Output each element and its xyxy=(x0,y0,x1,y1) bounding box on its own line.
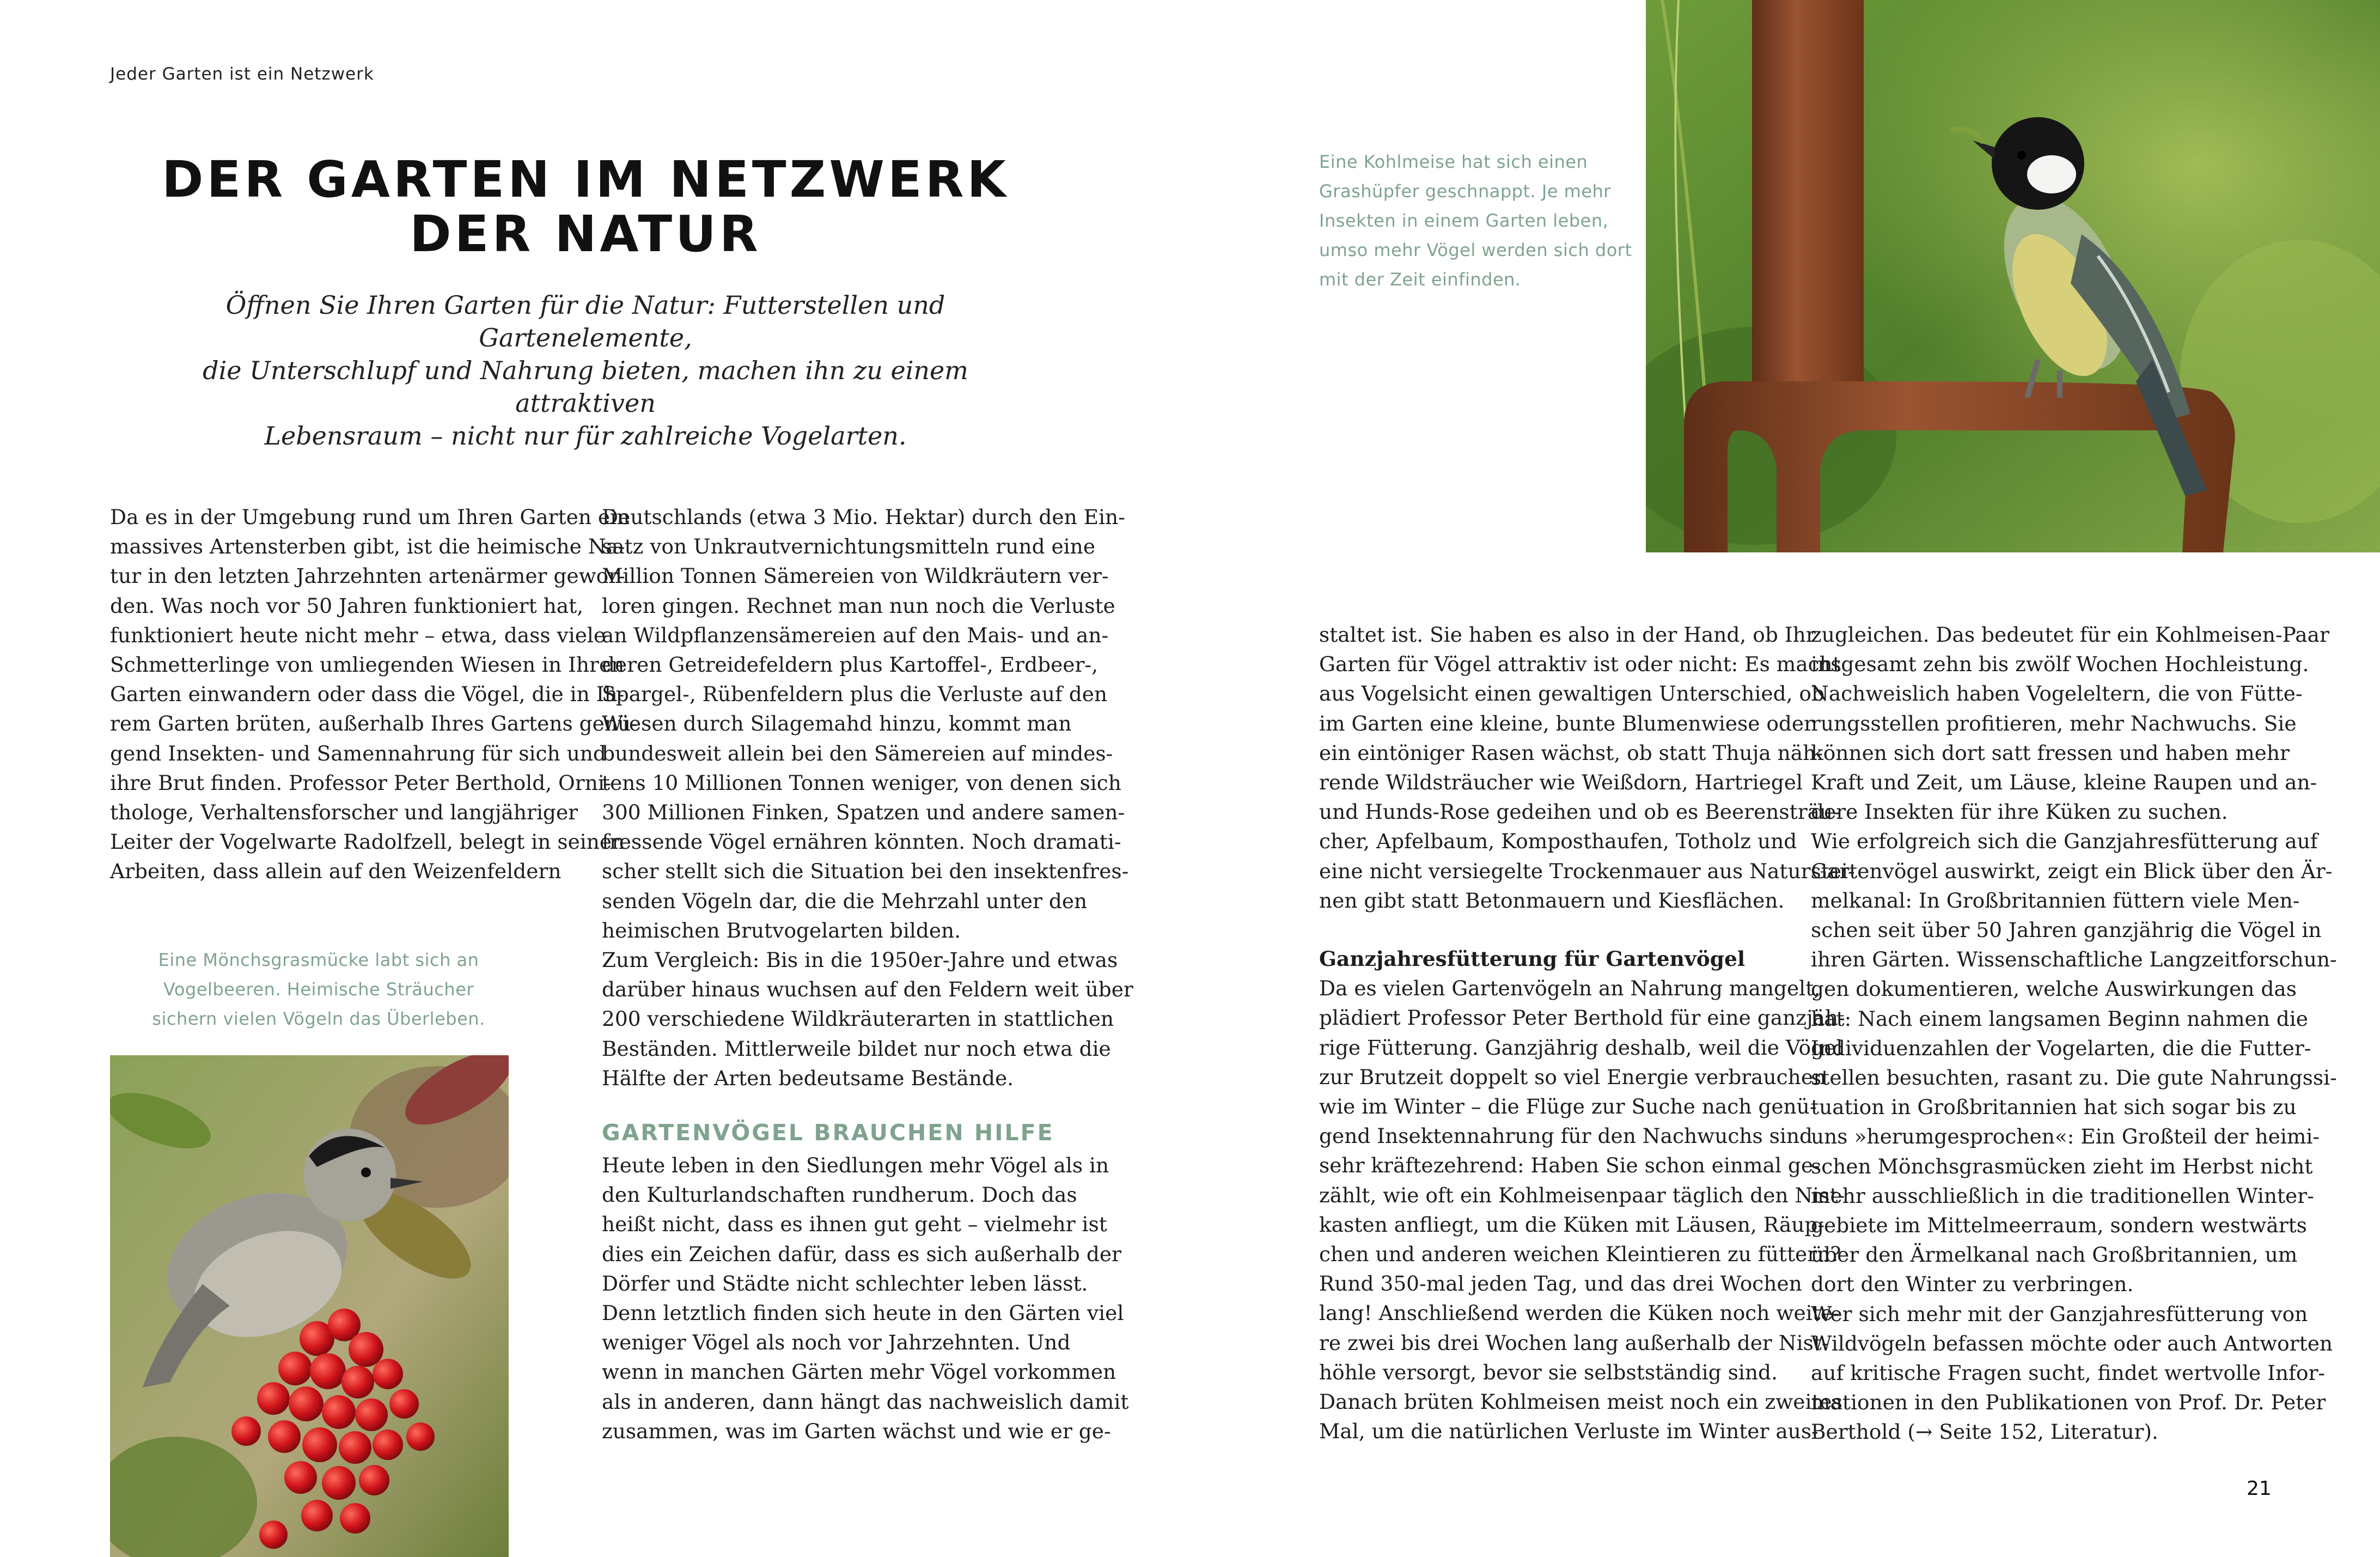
caption-line: sichern vielen Vögeln das Überleben. xyxy=(152,1008,485,1029)
lead-line: Öffnen Sie Ihren Garten für die Natur: Futterstellen und Gartenelemente, xyxy=(225,290,945,352)
text-line: Hälfte der Arten bedeutsame Bestände. xyxy=(602,1066,1014,1090)
text-line: Individuenzahlen der Vogelarten, die die Futter- xyxy=(1811,1036,2311,1060)
text-line: hat: Nach einem langsamen Beginn nahmen die xyxy=(1811,1006,2308,1031)
text-line: eine nicht versiegelte Trockenmauer aus Naturstei- xyxy=(1319,859,1855,883)
text-line: heißt nicht, dass es ihnen gut geht – vielmehr ist xyxy=(602,1212,1107,1237)
text-line: rige Fütterung. Ganzjährig deshalb, weil die Vögel xyxy=(1319,1035,1843,1060)
text-line: rende Wildsträucher wie Weißdorn, Hartriegel xyxy=(1319,770,1803,795)
text-line: dere Insekten für ihre Küken zu suchen. xyxy=(1811,800,2228,824)
caption-line: umso mehr Vögel werden sich dort xyxy=(1319,240,1632,260)
text-line: rem Garten brüten, außerhalb Ihres Gartens genü- xyxy=(110,711,638,736)
caption-line: Grashüpfer geschnappt. Je mehr xyxy=(1319,181,1611,202)
text-line: weniger Vögel als noch vor Jahrzehnten. Und xyxy=(602,1330,1071,1355)
text-line: ein eintöniger Rasen wächst, ob statt Thuja näh- xyxy=(1319,740,1823,765)
text-line: höhle versorgt, bevor sie selbstständig sind. xyxy=(1319,1360,1778,1384)
text-line: Zum Vergleich: Bis in die 1950er-Jahre und etwas xyxy=(602,948,1118,972)
text-line: tur in den letzten Jahrzehnten artenärmer gewor- xyxy=(110,564,625,588)
text-line: schen Mönchsgrasmücken zieht im Herbst nicht xyxy=(1811,1154,2313,1178)
text-line: aus Vogelsicht einen gewaltigen Unterschied, ob xyxy=(1319,682,1824,706)
text-line: stellen besuchten, rasant zu. Die gute Nahrungssi- xyxy=(1811,1066,2337,1090)
caption-line: Eine Mönchsgrasmücke labt sich an xyxy=(158,950,479,970)
text-line: über den Ärmelkanal nach Großbritannien, um xyxy=(1811,1243,2298,1267)
text-line: ihren Gärten. Wissenschaftliche Langzeitforschun- xyxy=(1811,947,2337,972)
text-line: als in anderen, dann hängt das nachweislich damit xyxy=(602,1389,1129,1414)
column-3b-body xyxy=(1319,974,1845,1446)
caption-line: mit der Zeit einfinden. xyxy=(1319,269,1521,290)
running-head: Jeder Garten ist ein Netzwerk xyxy=(110,64,374,84)
text-line: re zwei bis drei Wochen lang außerhalb der Nist- xyxy=(1319,1330,1829,1355)
text-line: uns »herumgesprochen«: Ein Großteil der heimi- xyxy=(1811,1124,2320,1149)
text-line: Nachweislich haben Vogeleltern, die von Fütte- xyxy=(1811,682,2303,706)
text-line: Dörfer und Städte nicht schlechter leben lässt. xyxy=(602,1271,1088,1296)
text-line: lang! Anschließend werden die Küken noch weite- xyxy=(1319,1301,1840,1325)
text-line: gend Insektennahrung für den Nachwuchs sind xyxy=(1319,1124,1813,1148)
text-line: Spargel-, Rübenfeldern plus die Verluste auf den xyxy=(602,682,1108,707)
text-column-3-continued xyxy=(1319,944,1845,1446)
section-subheading: GARTENVÖGEL BRAUCHEN HILFE xyxy=(602,1120,1054,1146)
lead-line: Lebensraum – nicht nur für zahlreiche Vogelarten. xyxy=(264,421,907,451)
text-line: Kraft und Zeit, um Läuse, kleine Raupen und an- xyxy=(1811,770,2317,795)
text-line: Berthold (→ Seite 152, Literatur). xyxy=(1811,1420,2158,1444)
text-line: insgesamt zehn bis zwölf Wochen Hochleistung. xyxy=(1811,652,2309,677)
text-line: kasten anfliegt, um die Küken mit Läusen, Räup- xyxy=(1319,1212,1825,1237)
text-line: auf kritische Fragen sucht, findet wertvolle Infor- xyxy=(1811,1361,2326,1385)
text-line: bundesweit allein bei den Sämereien auf mindes- xyxy=(602,741,1113,765)
text-line: rungsstellen profitieren, mehr Nachwuchs. Sie xyxy=(1811,711,2297,735)
text-column-4 xyxy=(1811,620,2337,1447)
text-line: zählt, wie oft ein Kohlmeisenpaar täglich den Nist- xyxy=(1319,1183,1845,1207)
text-column-3 xyxy=(1319,620,1855,915)
caption-line: Eine Kohlmeise hat sich einen xyxy=(1319,151,1588,172)
text-line: staltet ist. Sie haben es also in der Hand, ob Ihr xyxy=(1319,623,1816,647)
title-line: DER NATUR xyxy=(410,205,761,263)
text-line: gebiete im Mittelmeerraum, sondern westwärts xyxy=(1811,1213,2307,1238)
text-line: 300 Millionen Finken, Spatzen und andere samen- xyxy=(602,800,1125,825)
text-line: Da es in der Umgebung rund um Ihren Garten ein xyxy=(110,505,630,529)
photo-blackcap xyxy=(110,1055,509,1557)
text-column-2 xyxy=(602,502,1133,1093)
text-line: Garten für Vögel attraktiv ist oder nicht: Es macht xyxy=(1319,652,1841,677)
text-line: Wer sich mehr mit der Ganzjahresfütterung von xyxy=(1811,1301,2308,1326)
photo-caption-great-tit xyxy=(1319,147,1632,294)
text-line: Million Tonnen Sämereien von Wildkräutern ver- xyxy=(602,564,1109,588)
lead-line: die Unterschlupf und Nahrung bieten, machen ihn zu einem attraktiven xyxy=(203,356,968,418)
text-column-1 xyxy=(110,502,638,886)
photo-caption-blackcap xyxy=(109,945,528,1033)
text-line: gend Insekten- und Samennahrung für sich und xyxy=(110,741,606,765)
text-line: melkanal: In Großbritannien füttern viele Men- xyxy=(1811,888,2300,913)
text-line: thologe, Verhaltensforscher und langjähriger xyxy=(110,800,578,825)
text-line: mationen in den Publikationen von Prof. Dr. Peter xyxy=(1811,1390,2326,1415)
text-line: den Kulturlandschaften rundherum. Doch das xyxy=(602,1183,1077,1207)
text-line: Garten einwandern oder dass die Vögel, die in Ih- xyxy=(110,682,625,707)
text-line: Wiesen durch Silagemahd hinzu, kommt man xyxy=(602,711,1072,736)
text-line: funktioniert heute nicht mehr – etwa, dass viele xyxy=(110,623,606,647)
bold-subheading: Ganzjahresfütterung für Gartenvögel xyxy=(1319,947,1746,971)
text-line: deren Getreidefeldern plus Kartoffel-, Erdbeer-, xyxy=(602,653,1098,677)
text-line: 200 verschiedene Wildkräuterarten in stattlichen xyxy=(602,1007,1114,1031)
text-line: und Hunds-Rose gedeihen und ob es Beerensträu- xyxy=(1319,800,1840,824)
text-line: Rund 350-mal jeden Tag, und das drei Wochen xyxy=(1319,1272,1802,1296)
text-line: zusammen, was im Garten wächst und wie er ge- xyxy=(602,1419,1111,1443)
text-line: mehr ausschließlich in die traditionellen Winter- xyxy=(1811,1183,2314,1208)
text-line: Schmetterlinge von umliegenden Wiesen in Ihren xyxy=(110,653,625,677)
text-line: massives Artensterben gibt, ist die heimische Na- xyxy=(110,534,625,559)
text-line: sehr kräftezehrend: Haben Sie schon einmal ge- xyxy=(1319,1153,1820,1178)
text-line: senden Vögeln dar, die die Mehrzahl unter den xyxy=(602,889,1088,913)
text-line: den. Was noch vor 50 Jahren funktioniert hat, xyxy=(110,593,584,618)
text-line: Denn letztlich finden sich heute in den Gärten viel xyxy=(602,1301,1124,1325)
text-line: Wie erfolgreich sich die Ganzjahresfütterung auf xyxy=(1811,829,2318,854)
text-line: im Garten eine kleine, bunte Blumenwiese oder xyxy=(1319,711,1814,735)
title-line: DER GARTEN IM NETZWERK xyxy=(162,150,1009,209)
text-line: schen seit über 50 Jahren ganzjährig die Vögel in xyxy=(1811,918,2322,942)
text-line: zur Brutzeit doppelt so viel Energie verbrauchen xyxy=(1319,1065,1827,1089)
text-line: tuation in Großbritannien hat sich sogar bis zu xyxy=(1811,1095,2297,1120)
text-line: fressende Vögel ernähren könnten. Noch dramati- xyxy=(602,830,1121,854)
text-line: Da es vielen Gartenvögeln an Nahrung mangelt, xyxy=(1319,976,1821,1001)
text-line: Danach brüten Kohlmeisen meist noch ein zweites xyxy=(1319,1390,1842,1414)
text-line: zugleichen. Das bedeutet für ein Kohlmeisen-Paar xyxy=(1811,623,2329,647)
text-line: gen dokumentieren, welche Auswirkungen das xyxy=(1811,977,2297,1001)
text-line: tens 10 Millionen Tonnen weniger, von denen sich xyxy=(602,770,1121,795)
text-line: Mal, um die natürlichen Verluste im Winter aus- xyxy=(1319,1419,1818,1444)
text-column-2-continued xyxy=(602,1151,1128,1446)
text-line: an Wildpflanzensämereien auf den Mais- und an- xyxy=(602,623,1109,647)
text-line: scher stellt sich die Situation bei den insektenfres- xyxy=(602,859,1129,884)
text-line: heimischen Brutvogelarten bilden. xyxy=(602,918,961,942)
text-line: Gartenvögel auswirkt, zeigt ein Blick über den Är- xyxy=(1811,859,2333,883)
text-line: können sich dort satt fressen und haben mehr xyxy=(1811,740,2290,765)
text-line: dort den Winter zu verbringen. xyxy=(1811,1272,2134,1297)
text-line: plädiert Professor Peter Berthold für eine ganzjäh- xyxy=(1319,1006,1845,1030)
photo-great-tit xyxy=(1646,0,2380,552)
text-line: nen gibt statt Betonmauern und Kiesflächen. xyxy=(1319,888,1785,913)
blackcap-illustration xyxy=(110,1055,509,1557)
text-line: satz von Unkrautvernichtungsmitteln rund eine xyxy=(602,534,1096,559)
caption-line: Vogelbeeren. Heimische Sträucher xyxy=(163,979,474,1000)
text-line: Deutschlands (etwa 3 Mio. Hektar) durch den Ein- xyxy=(602,505,1125,529)
text-line: darüber hinaus wuchsen auf den Feldern weit über xyxy=(602,977,1133,1002)
text-line: wie im Winter – die Flüge zur Suche nach genü- xyxy=(1319,1094,1817,1119)
text-line: dies ein Zeichen dafür, dass es sich außerhalb der xyxy=(602,1242,1121,1266)
text-line: Beständen. Mittlerweile bildet nur noch etwa die xyxy=(602,1036,1111,1061)
great-tit-illustration xyxy=(1646,0,2380,552)
lead-paragraph xyxy=(163,289,1008,452)
text-line: chen und anderen weichen Kleintieren zu füttern? xyxy=(1319,1242,1841,1267)
text-line: Heute leben in den Siedlungen mehr Vögel als in xyxy=(602,1153,1109,1177)
page-number: 21 xyxy=(2247,1477,2272,1500)
text-line: cher, Apfelbaum, Komposthaufen, Totholz und xyxy=(1319,829,1797,854)
caption-line: Insekten in einem Garten leben, xyxy=(1319,210,1609,231)
page-title xyxy=(142,150,1029,263)
text-line: wenn in manchen Gärten mehr Vögel vorkommen xyxy=(602,1360,1116,1384)
text-line: ihre Brut finden. Professor Peter Berthold, Orni- xyxy=(110,770,612,795)
text-line: Arbeiten, dass allein auf den Weizenfeldern xyxy=(110,859,562,884)
text-line: Wildvögeln befassen möchte oder auch Antworten xyxy=(1811,1331,2333,1355)
text-line: Leiter der Vogelwarte Radolfzell, belegt in seinen xyxy=(110,830,625,854)
text-line: loren gingen. Rechnet man nun noch die Verluste xyxy=(602,593,1115,618)
